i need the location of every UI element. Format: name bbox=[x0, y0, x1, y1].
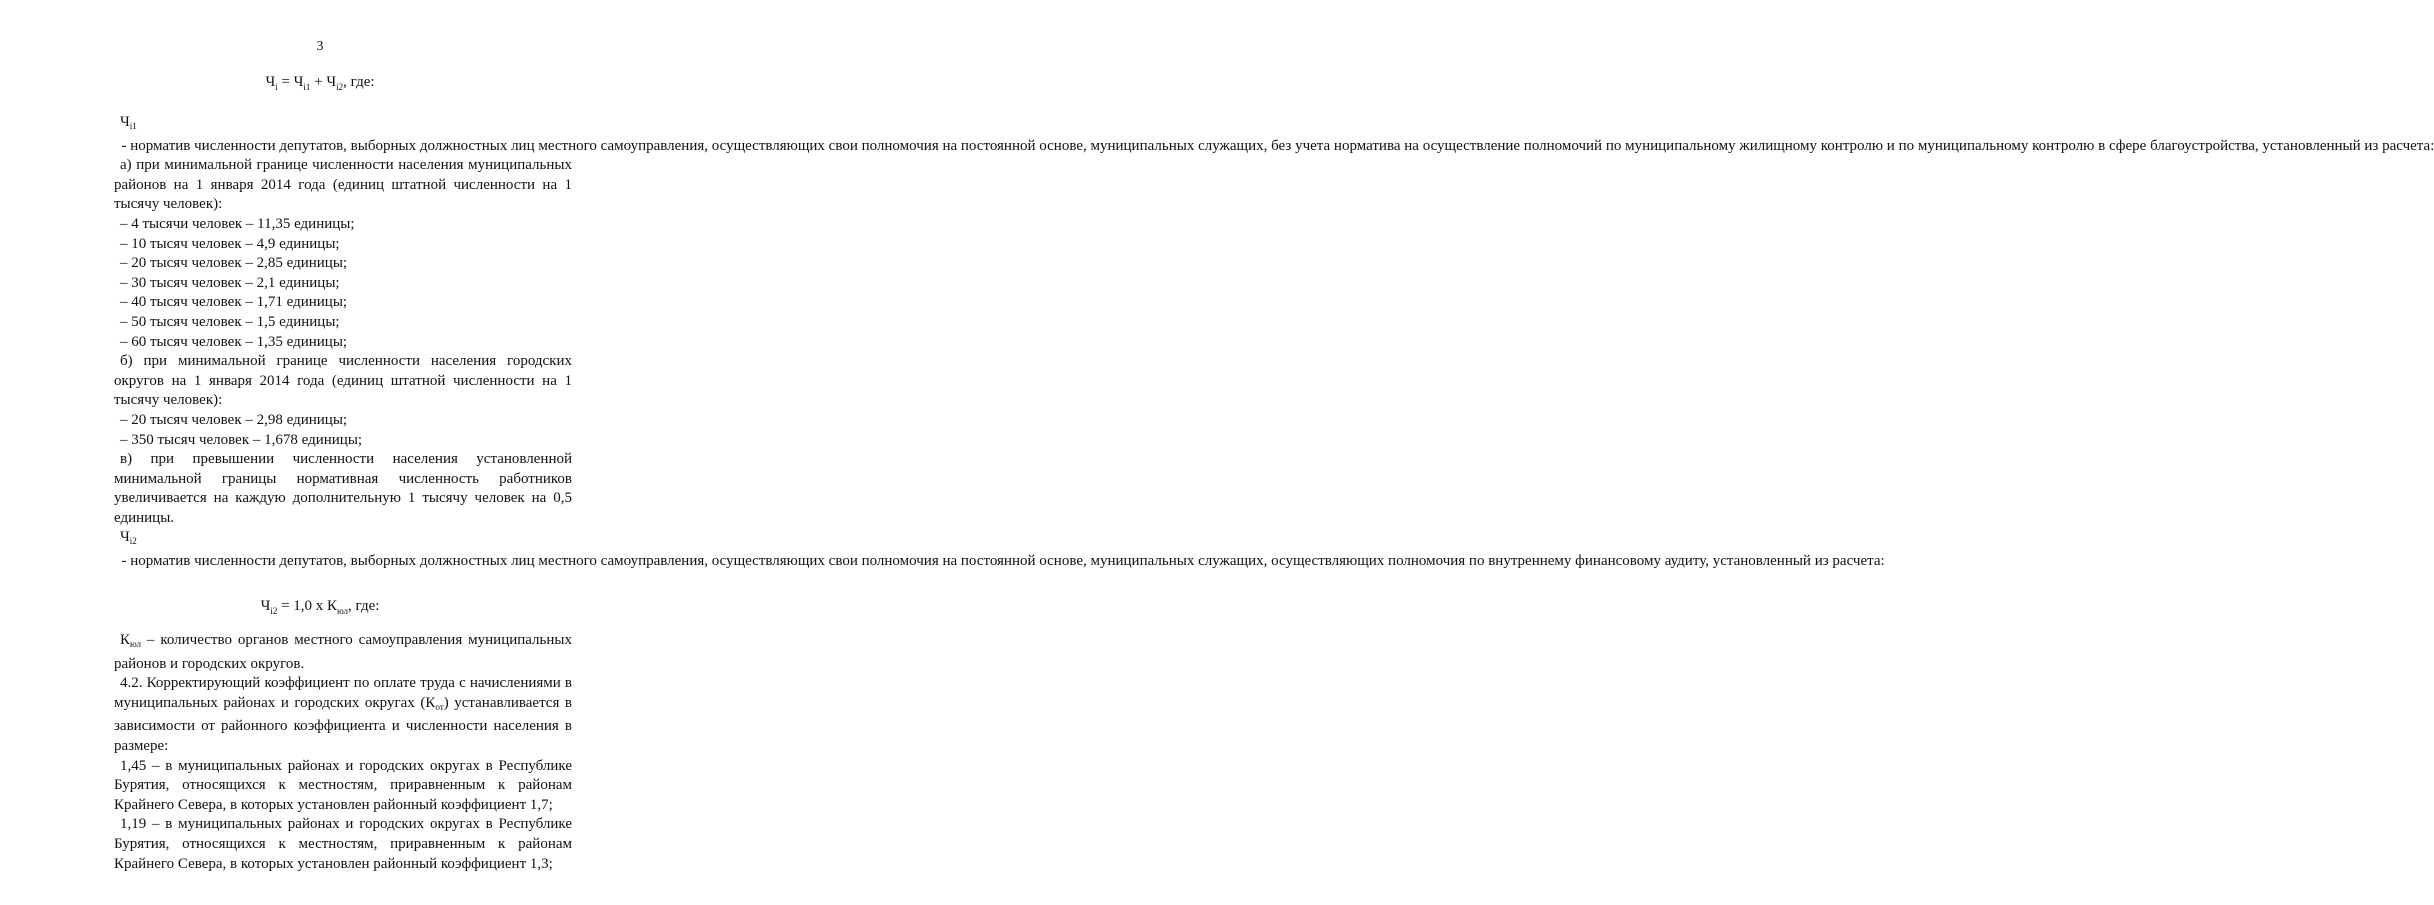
list-item: – 40 тысяч человек – 1,71 единицы; bbox=[120, 294, 348, 311]
paragraph-item-b: б) при минимальной границе численности населения городских округов на 1 января 2014 года (единиц штатной численности на 1 тысячу человек): bbox=[114, 353, 572, 409]
paragraph-coef-1-45: 1,45 – в муниципальных районах и городских округах в Республике Бурятия, относящихся к местностям, приравненным к районам Крайнего Севера, в которых установлен районный коэффициент 1,7; bbox=[114, 757, 572, 813]
paragraph-4-2: 4.2. Корректирующий коэффициент по оплате труда с начислениями в муниципальных районах и городских округах $(К_{от})$ устанавливается в зависимости от районного коэффициента и численности населения в размере: bbox=[114, 675, 572, 754]
list-item: – 20 тысяч человек – 2,85 единицы; bbox=[120, 255, 348, 272]
list-item: – 60 тысяч человек – 1,35 единицы; bbox=[120, 333, 348, 350]
paragraph-item-a: а) при минимальной границе численности населения муниципальных районов на 1 января 2014 года (единиц штатной численности на 1 тысячу человек): bbox=[114, 157, 572, 213]
paragraph-item-c: в) при превышении численности населения установленной минимальной границы нормативная численность работников увеличивается на каждую дополнительную 1 тысячу человек на 0,5 единицы. bbox=[114, 451, 572, 526]
body-text-block-1 bbox=[114, 113, 2434, 572]
paragraph-chi-i2: $Ч_{i2}$ - норматив численности депутатов, выборных должностных лиц местного самоуправления, осуществляющих свои полномочия на постоянной основе, муниципальных служащих, осуществляющих полномочия по внутреннему финансовому аудиту, установленный из расчета: bbox=[114, 529, 1885, 570]
formula-chi-i: $Ч_i = Ч_{i1} + Ч_{i2}$, где: bbox=[265, 74, 375, 92]
list-item: – 20 тысяч человек – 2,98 единицы; bbox=[120, 411, 348, 428]
list-a bbox=[114, 215, 572, 352]
list-item: – 4 тысячи человек – 11,35 единицы; bbox=[120, 215, 355, 232]
list-item: – 10 тысяч человек – 4,9 единицы; bbox=[120, 235, 340, 252]
page-number: 3 bbox=[316, 39, 324, 54]
paragraph-coef-1-19: 1,19 – в муниципальных районах и городских округах в Республике Бурятия, относящихся к местностям, приравненным к районам Крайнего Севера, в которых установлен районный коэффициент 1,3; bbox=[114, 816, 572, 872]
formula-chi-i2: $Ч_{i2} = 1,0$ х $К_{юл}$, где: bbox=[260, 598, 380, 616]
paragraph-chi-i1: $Ч_{i1}$ - норматив численности депутатов, выборных должностных лиц местного самоуправления, осуществляющих свои полномочия на постоянной основе, муниципальных служащих, без учета норматива на осуществление полномочий по муниципальному жилищному контролю и по муниципальному контролю в сфере благоустройства, установленный из расчета: bbox=[114, 114, 2434, 154]
list-b bbox=[114, 411, 572, 450]
list-item: – 30 тысяч человек – 2,1 единицы; bbox=[120, 274, 340, 291]
body-text-block-2 bbox=[114, 631, 572, 874]
list-item: – 50 тысяч человек – 1,5 единицы; bbox=[120, 313, 340, 330]
list-item: – 350 тысяч человек – 1,678 единицы; bbox=[120, 431, 363, 448]
paragraph-k-yul: $К_{юл}$ – количество органов местного самоуправления муниципальных районов и городских округов. bbox=[114, 632, 572, 672]
